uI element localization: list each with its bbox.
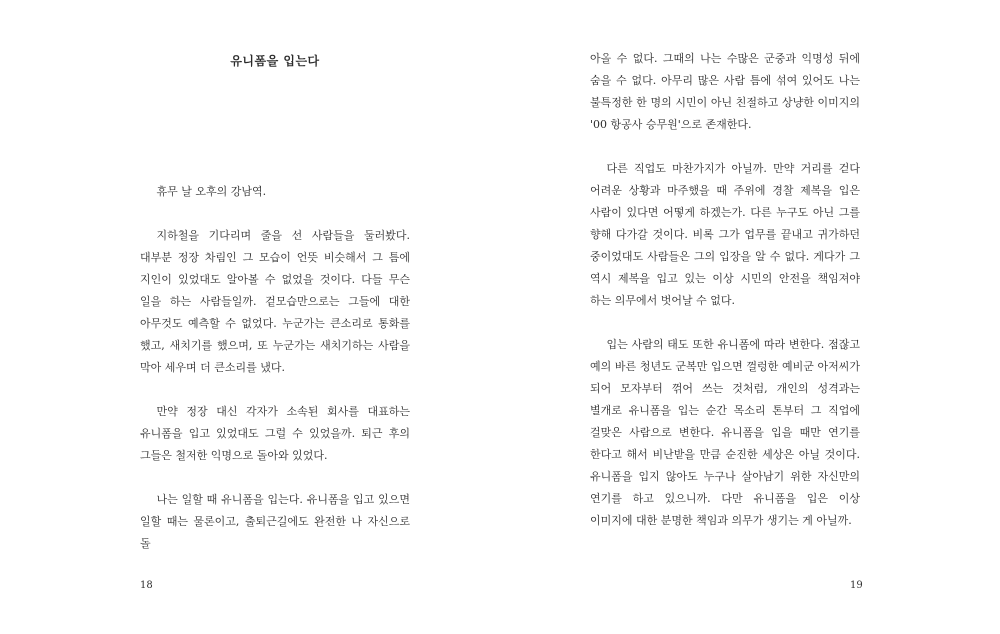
- paragraph: 만약 정장 대신 각자가 소속된 회사를 대표하는 유니폼을 입고 있었대도 그럴 수 있었을까. 퇴근 후의 그들은 철저한 익명으로 돌아와 있었다.: [140, 405, 410, 462]
- paragraph: 입는 사람의 태도 또한 유니폼에 따라 변한다. 점잖고 예의 바른 청년도 군복만 입으면 껄렁한 예비군 아저씨가 되어 모자부터 꺾어 쓰는 것처럼, 개인의 성격과는 별개로 유니폼을 입는 순간 목소리 톤부터 그 직업에 걸맞은 사람으로 변한다. 유니폼을 입을 때만 연기를 한다고 해서 비난받을 만큼 순진한 세상은 아닐 것이다. 유니폼을 입지 않아도 누구나 살아남기 위한 자신만의 연기를 하고 있으니까. 다만 유니폼을 입은 이상 이미지에 대한 분명한 책임과 의무가 생기는 게 아닐까.: [590, 338, 860, 527]
- left-page-body: [140, 181, 410, 577]
- right-page-body: [590, 48, 860, 554]
- paragraph-continued: 아올 수 없다. 그때의 나는 수많은 군중과 익명성 뒤에 숨을 수 없다. 아무리 많은 사람 틈에 섞여 있어도 나는 불특정한 한 명의 시민이 아닌 친절하고 상냥한 이미지의 '00 항공사 승무원'으로 존재한다.: [590, 52, 860, 131]
- page-number-left: 18: [140, 580, 153, 591]
- paragraph: 휴무 날 오후의 강남역.: [156, 185, 267, 198]
- paragraph: 다른 직업도 마찬가지가 아닐까. 만약 거리를 걷다 어려운 상황과 마주했을 때 주위에 경찰 제복을 입은 사람이 있다면 어떻게 하겠는가. 다른 누구도 아닌 그를 향해 다가갈 것이다. 비록 그가 업무를 끝내고 귀가하던 중이었대도 사람들은 그의 입장을 알 수 없다. 게다가 그 역시 제복을 입고 있는 이상 시민의 안전을 책임져야 하는 의무에서 벗어날 수 없다.: [590, 162, 860, 307]
- paragraph: 지하철을 기다리며 줄을 선 사람들을 둘러봤다. 대부분 정장 차림인 그 모습이 언뜻 비슷해서 그 틈에 지인이 있었대도 알아볼 수 없었을 것이다. 다들 무슨 일을 하는 사람들일까. 겉모습만으로는 그들에 대한 아무것도 예측할 수 없었다. 누군가는 큰소리로 통화를 했고, 새치기를 했으며, 또 누군가는 새치기하는 사람을 막아 세우며 더 큰소리를 냈다.: [140, 229, 410, 374]
- chapter-title: 유니폼을 입는다: [230, 54, 320, 68]
- page-number-right: 19: [850, 580, 863, 591]
- paragraph: 나는 일할 때 유니폼을 입는다. 유니폼을 입고 있으면 일할 때는 물론이고, 출퇴근길에도 완전한 나 자신으로 돌: [140, 493, 410, 550]
